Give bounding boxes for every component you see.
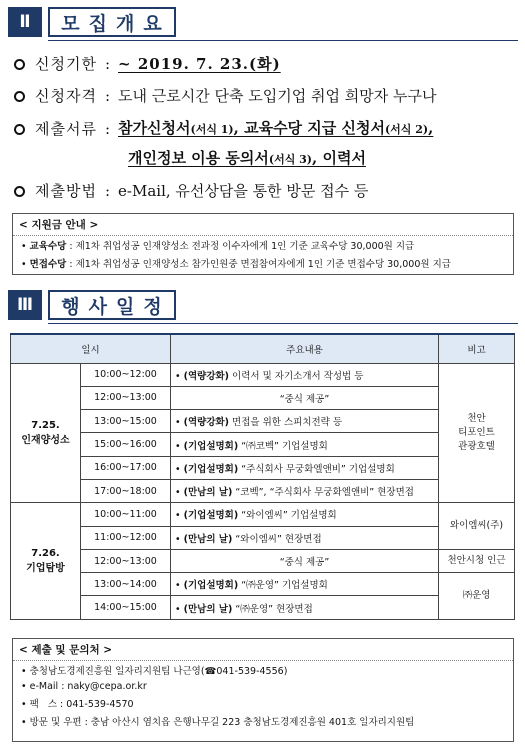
table-row (11, 363, 515, 386)
time-cell: 13:00~14:00 (81, 573, 171, 596)
day1-note-cell: 천안 티포인트 관광호텔 (439, 363, 515, 503)
header-note: 비고 (439, 334, 515, 363)
content-cell: • (기업설명회) “㈜코벡” 기업설명회 (171, 433, 439, 456)
submission-value: e-Mail, 유선상담을 통한 방문 접수 등 (118, 182, 369, 200)
support-box-title: < 지원금 안내 > (13, 214, 513, 236)
divider (48, 323, 518, 324)
section-title: 모집개요 (48, 7, 176, 37)
time-cell: 10:00~12:00 (81, 363, 171, 386)
time-cell: 12:00~13:00 (81, 386, 171, 409)
content-cell: • (기업설명회) “㈜운영” 기업설명회 (171, 573, 439, 596)
deadline-row: 신청기한 : ~ 2019. 7. 23.(화) (14, 54, 281, 74)
divider (48, 40, 518, 41)
circle-bullet-icon (14, 59, 25, 70)
day2-cell: 7.26. 기업탐방 (11, 503, 81, 619)
content-cell: • (만남의 날) “㈜운영” 현장면접 (171, 596, 439, 619)
eligibility-row: 신청자격 : 도내 근로시간 단축 도입기업 취업 희망자 누구나 (14, 86, 436, 106)
documents-row-2 (128, 148, 366, 170)
content-cell: “중식 제공” (171, 549, 439, 572)
deadline-value: ~ 2019. 7. 23.(화) (118, 55, 281, 73)
support-item: • 면접수당 : 제1차 취업성공 인재양성소 참가인원중 면접참여자에게 1인 기준 면접수당 30,000원 지급 (21, 259, 451, 270)
time-cell: 14:00~15:00 (81, 596, 171, 619)
circle-bullet-icon (14, 124, 25, 135)
content-cell: • (만남의 날) “코벡”, “주식회사 무궁화엘앤비” 현장면접 (171, 479, 439, 502)
submission-row: 제출방법 : e-Mail, 유선상담을 통한 방문 접수 등 (14, 181, 368, 201)
content-cell: “중식 제공” (171, 386, 439, 409)
eligibility-label: 신청자격 (35, 87, 97, 105)
circle-bullet-icon (14, 186, 25, 197)
time-cell: 12:00~13:00 (81, 549, 171, 572)
time-cell: 15:00~16:00 (81, 433, 171, 456)
table-row (11, 549, 515, 572)
table-row (11, 503, 515, 526)
note-cell: 와이엠씨(주) (439, 503, 515, 550)
circle-bullet-icon (14, 91, 25, 102)
eligibility-value: 도내 근로시간 단축 도입기업 취업 희망자 누구나 (118, 87, 437, 105)
contact-item: • 팩 스 : 041-539-4570 (21, 699, 134, 710)
documents-row: 제출서류 : 참가신청서(서식 1), 교육수당 지급 신청서(서식 2), (14, 118, 433, 140)
schedule-table (10, 333, 515, 620)
time-cell: 17:00~18:00 (81, 479, 171, 502)
contact-item: • e-Mail : naky@cepa.or.kr (21, 681, 147, 692)
section-header-overview (8, 7, 176, 37)
support-info-box (12, 213, 514, 275)
contact-box (12, 638, 514, 742)
section-number: Ⅱ (8, 7, 42, 37)
section-number: Ⅲ (8, 290, 42, 320)
content-cell: • (기업설명회) “주식회사 무궁화엘앤비” 기업설명회 (171, 456, 439, 479)
content-cell: • (만남의 날) “와이엠씨” 현장면접 (171, 526, 439, 549)
time-cell: 10:00~11:00 (81, 503, 171, 526)
content-cell: • (역량강화) 면접을 위한 스피치전략 등 (171, 410, 439, 433)
table-row (11, 573, 515, 596)
time-cell: 16:00~17:00 (81, 456, 171, 479)
section-header-schedule (8, 290, 176, 320)
contact-item: • 충청남도경제진흥원 일자리지원팀 나근영(☎041-539-4556) (21, 666, 288, 677)
contact-box-title: < 제출 및 문의처 > (13, 639, 513, 661)
note-cell: 천안시청 인근 (439, 549, 515, 572)
time-cell: 13:00~15:00 (81, 410, 171, 433)
content-cell: • (역량강화) 이력서 및 자기소개서 작성법 등 (171, 363, 439, 386)
contact-item: • 방문 및 우편 : 충남 아산시 염치읍 은행나무길 223 충청남도경제진흥원 401호 일자리지원팀 (21, 717, 415, 728)
submission-label: 제출방법 (35, 182, 97, 200)
deadline-label: 신청기한 (35, 55, 97, 73)
content-cell: • (기업설명회) “와이엠씨” 기업설명회 (171, 503, 439, 526)
day1-cell: 7.25. 인재양성소 (11, 363, 81, 503)
section-title: 행사일정 (48, 290, 176, 320)
header-content: 주요내용 (171, 334, 439, 363)
documents-value-line1: 참가신청서(서식 1), 교육수당 지급 신청서(서식 2), (118, 119, 434, 137)
note-cell: ㈜운영 (439, 573, 515, 620)
documents-label: 제출서류 (35, 120, 97, 138)
support-item: • 교육수당 : 제1차 취업성공 인재양성소 전과정 이수자에게 1인 기준 교육수당 30,000원 지급 (21, 241, 415, 252)
time-cell: 11:00~12:00 (81, 526, 171, 549)
documents-value-line2: 개인정보 이용 동의서(서식 3), 이력서 (128, 149, 366, 167)
header-datetime: 일시 (11, 334, 171, 363)
